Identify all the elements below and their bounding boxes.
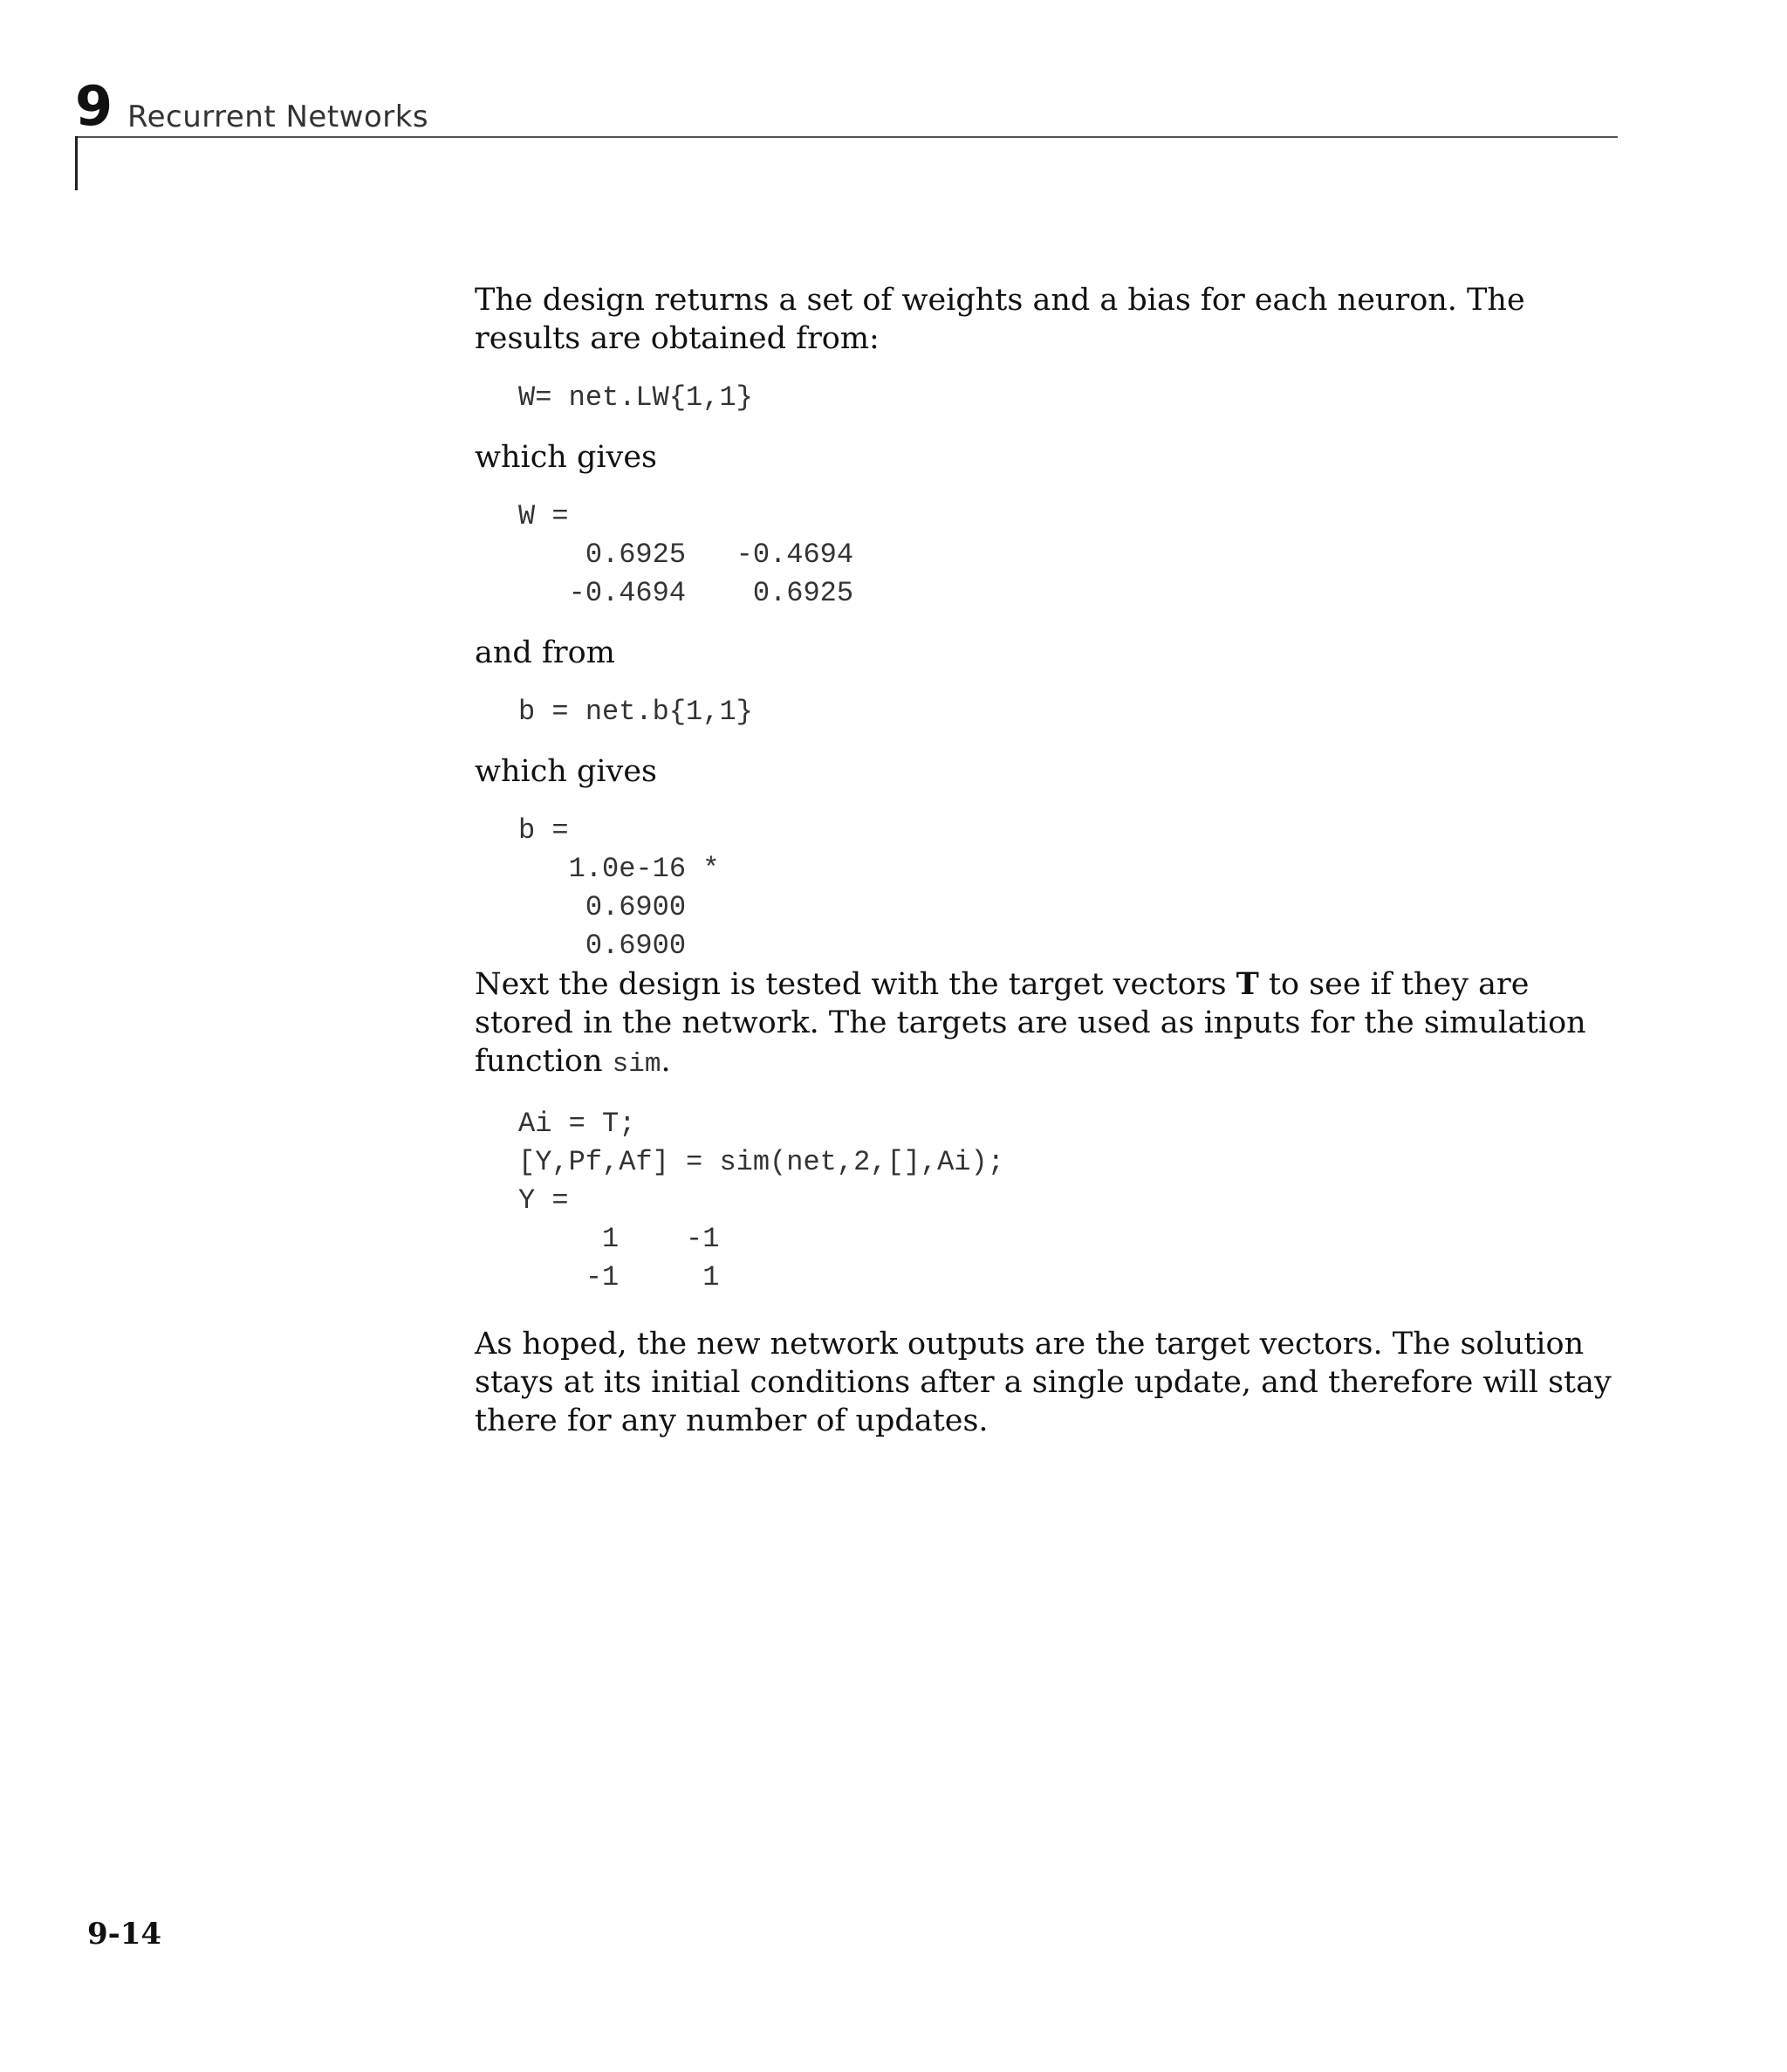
- chapter-title: Recurrent Networks: [127, 99, 429, 134]
- which-gives-paragraph-2: which gives: [475, 754, 658, 789]
- running-header: [75, 74, 1618, 138]
- code-bias-output: b = 1.0e-16 * 0.6900 0.6900: [518, 814, 720, 962]
- sim-function-name: sim: [612, 1049, 661, 1080]
- and-from-paragraph: and from: [475, 635, 615, 670]
- chapter-number: 9: [75, 74, 113, 138]
- target-vectors-symbol: T: [1236, 966, 1259, 1002]
- code-bias-command: b = net.b{1,1}: [518, 696, 753, 728]
- page-body: [475, 281, 1618, 1440]
- test-text-end: .: [661, 1044, 671, 1079]
- page-number: 9-14: [87, 1917, 162, 1952]
- conclusion-paragraph: As hoped, the new network outputs are the target vectors. The solution stays at its initial conditions after a single update, and therefore will stay there for any number of updates.: [475, 1327, 1612, 1438]
- intro-paragraph: The design returns a set of weights and a bias for each neuron. The results are obtained from:: [475, 283, 1525, 356]
- code-simulation: Ai = T; [Y,Pf,Af] = sim(net,2,[],Ai); Y = 1 -1 -1 1: [518, 1108, 1004, 1293]
- test-design-paragraph: [475, 965, 1618, 1084]
- test-text-2: to see if they are stored in the network. The targets are used as inputs for the simulation function: [475, 967, 1586, 1079]
- test-text-1: Next the design is tested with the target vectors: [475, 967, 1236, 1002]
- which-gives-paragraph-1: which gives: [475, 440, 658, 475]
- header-margin-tick: [75, 136, 78, 190]
- code-weights-output: W = 0.6925 -0.4694 -0.4694 0.6925: [518, 500, 854, 609]
- code-weights-command: W= net.LW{1,1}: [518, 381, 753, 414]
- header-rule: [75, 136, 1618, 138]
